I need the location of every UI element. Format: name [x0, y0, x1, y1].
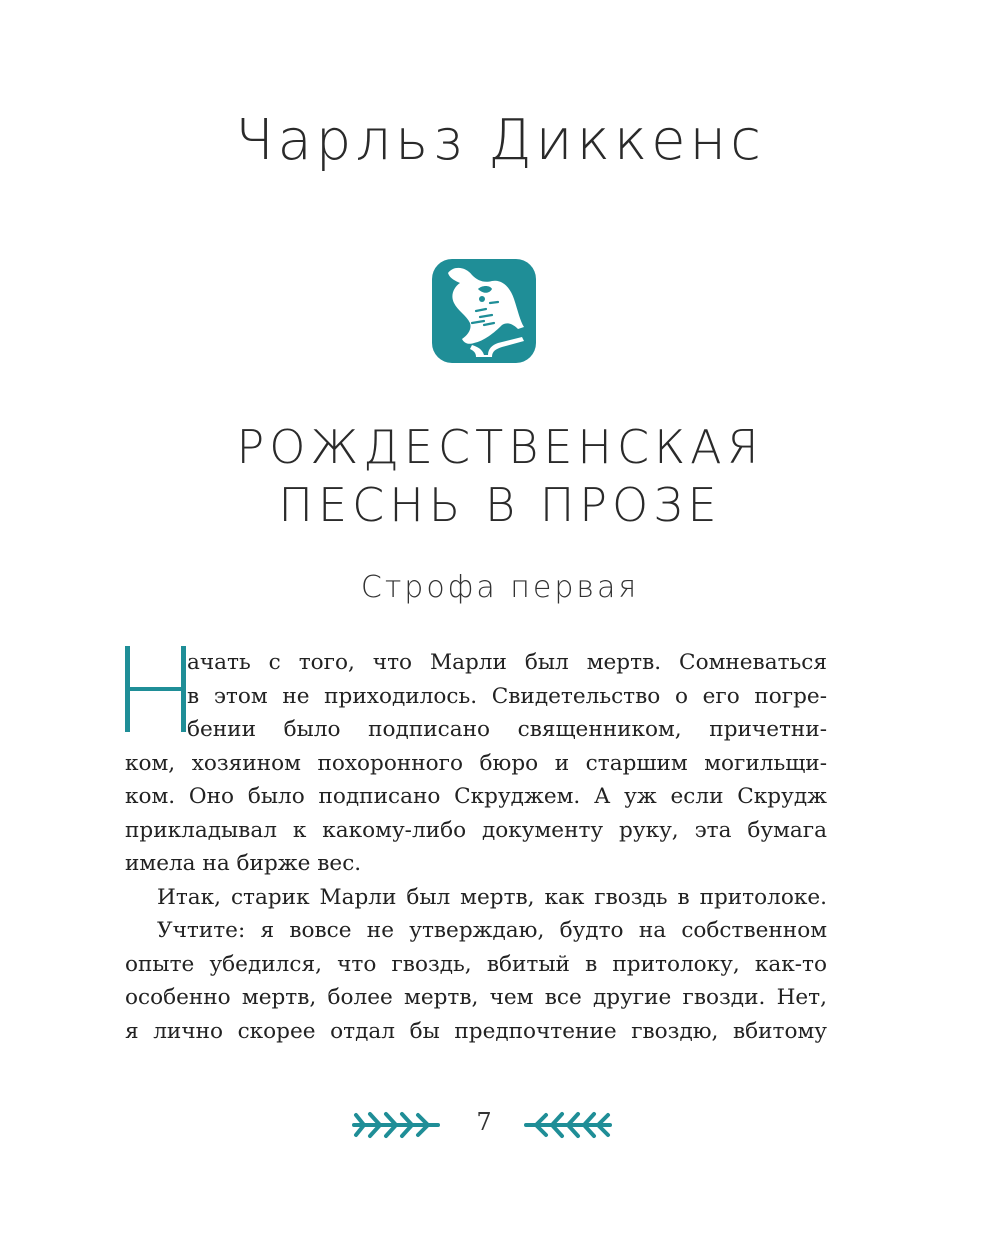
text-line: бении было подписано священником, причетни- — [187, 717, 827, 742]
text-line: Итак, старик Марли был мертв, как гвоздь в притолоке. — [157, 884, 827, 910]
author-name: Чарльз Диккенс — [235, 108, 765, 173]
fir-branch-icon — [522, 1105, 614, 1145]
raven-publisher-logo-icon — [432, 259, 536, 363]
text-line: в этом не приходилось. Свидетельство о его погре- — [187, 683, 827, 709]
body-text — [125, 646, 827, 1048]
text-line: ком. Оно было подписано Скруджем. А уж если Скрудж — [125, 784, 827, 809]
page-number: 7 — [476, 1108, 492, 1136]
text-line: Учтите: я вовсе не утверждаю, будто на собственном — [157, 918, 827, 943]
text-line: имела на бирже вес. — [125, 851, 362, 876]
text-line: ачать с того, что Марли был мертв. Сомневаться — [187, 650, 827, 675]
book-title — [0, 418, 1000, 534]
text-line: опыте убедился, что гвоздь, вбитый в притолоку, как-то — [125, 951, 827, 977]
title-line: РОЖДЕСТВЕНСКАЯ — [236, 420, 764, 474]
text-line: ком, хозяином похоронного бюро и старшим могильщи- — [125, 750, 827, 776]
title-line: ПЕСНЬ В ПРОЗЕ — [278, 478, 722, 532]
text-line: я лично скорее отдал бы предпочтение гвоздю, вбитому — [125, 1018, 827, 1044]
text-line: особенно мертв, более мертв, чем все другие гвозди. Нет, — [125, 985, 827, 1010]
fir-branch-icon — [350, 1105, 442, 1145]
text-line: прикладывал к какому-либо документу руку, эта бумага — [125, 817, 827, 843]
chapter-heading: Строфа первая — [360, 570, 640, 605]
